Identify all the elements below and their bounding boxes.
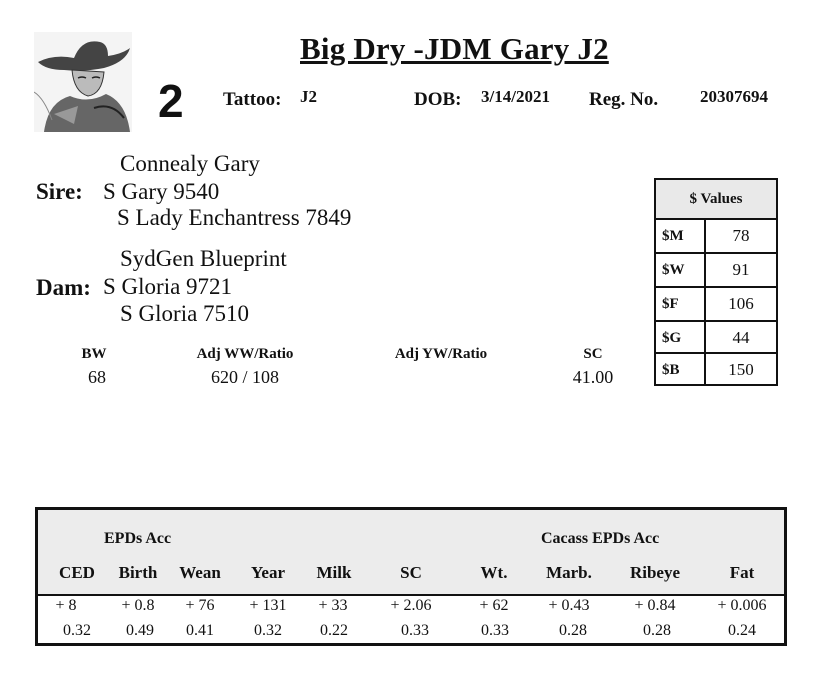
epd-value-milk: + 33 (318, 597, 348, 614)
epd-column-year: Year (251, 563, 285, 582)
acc-value-wean: 0.41 (186, 622, 214, 639)
carcass-epd-group-label: Cacass EPDs Acc (541, 530, 660, 547)
epd-value-sc: + 2.06 (390, 597, 432, 614)
dollar-value-row (656, 220, 776, 252)
dollar-value-number: 150 (728, 360, 754, 379)
epd-column-sc: SC (400, 563, 422, 582)
epd-table-header (38, 510, 784, 596)
animal-name-title: Big Dry -JDM Gary J2 (300, 31, 609, 66)
epd-value-fat: + 0.006 (717, 597, 767, 614)
acc-value-milk: 0.22 (320, 622, 348, 639)
epd-column-marb: Marb. (546, 563, 592, 582)
epd-column-birth: Birth (118, 563, 158, 582)
epd-column-ribeye: Ribeye (629, 563, 681, 582)
lot-number: 2 (158, 75, 184, 127)
epd-column-wt: Wt. (480, 563, 508, 582)
tattoo-label: Tattoo: (223, 89, 282, 110)
epd-value-marb: + 0.43 (548, 597, 590, 614)
perf-label-bw: BW (81, 346, 107, 362)
reg-no-label: Reg. No. (589, 89, 659, 110)
dollar-value-key: $F (656, 288, 706, 320)
perf-label-sc: SC (583, 346, 603, 362)
dollar-value-key: $B (656, 354, 706, 386)
epd-value-wt: + 62 (479, 597, 509, 614)
epd-value-birth: + 0.8 (121, 597, 155, 614)
epd-value-ced: + 8 (55, 597, 77, 614)
dob-label: DOB: (414, 89, 462, 110)
perf-label-adj-yw: Adj YW/Ratio (394, 346, 488, 362)
dollar-value-number: 106 (728, 294, 754, 313)
dollar-value-row (656, 286, 776, 320)
dollar-value-key: $W (656, 254, 706, 286)
acc-value-birth: 0.49 (126, 622, 154, 639)
dam-name: S Gloria 9721 (103, 274, 233, 299)
sire-name: S Gary 9540 (103, 179, 220, 204)
dam-label: Dam: (36, 275, 91, 300)
epd-group-label: EPDs Acc (104, 530, 172, 547)
dollar-values-table (654, 178, 778, 386)
dob-value: 3/14/2021 (481, 87, 550, 106)
epd-column-fat: Fat (729, 563, 755, 582)
dollar-value-number: 91 (732, 260, 750, 279)
dollar-value-key: $G (656, 322, 706, 354)
acc-value-ced: 0.32 (63, 622, 91, 639)
acc-value-sc: 0.33 (401, 622, 429, 639)
dollar-value-row (656, 352, 776, 386)
dam-dam: S Gloria 7510 (120, 301, 250, 326)
cowboy-logo-icon (34, 32, 132, 132)
sire-label: Sire: (36, 179, 83, 204)
dam-sire: SydGen Blueprint (120, 246, 287, 271)
dollar-value-number: 44 (732, 328, 750, 347)
sire-dam: S Lady Enchantress 7849 (117, 205, 352, 230)
epd-value-year: + 131 (249, 597, 287, 614)
epd-value-ribeye: + 0.84 (634, 597, 676, 614)
acc-value-wt: 0.33 (481, 622, 509, 639)
acc-value-year: 0.32 (254, 622, 282, 639)
acc-value-ribeye: 0.28 (643, 622, 671, 639)
dollar-value-row (656, 320, 776, 354)
epd-column-ced: CED (59, 563, 95, 582)
sire-sire: Connealy Gary (120, 151, 260, 176)
epd-column-milk: Milk (316, 563, 352, 582)
perf-value-bw: 68 (88, 367, 106, 387)
perf-value-sc: 41.00 (572, 367, 614, 387)
epd-table (35, 507, 787, 646)
perf-label-adj-ww: Adj WW/Ratio (196, 346, 294, 362)
tattoo-value: J2 (300, 87, 317, 106)
reg-no-value: 20307694 (700, 87, 768, 106)
dollar-value-row (656, 252, 776, 286)
dollar-values-title: $ Values (656, 180, 776, 220)
dollar-value-key: $M (656, 220, 706, 252)
dollar-value-number: 78 (732, 226, 750, 245)
perf-value-adj-ww: 620 / 108 (210, 367, 279, 387)
acc-value-fat: 0.24 (728, 622, 756, 639)
acc-value-marb: 0.28 (559, 622, 587, 639)
epd-value-wean: + 76 (185, 597, 215, 614)
epd-column-wean: Wean (179, 563, 221, 582)
